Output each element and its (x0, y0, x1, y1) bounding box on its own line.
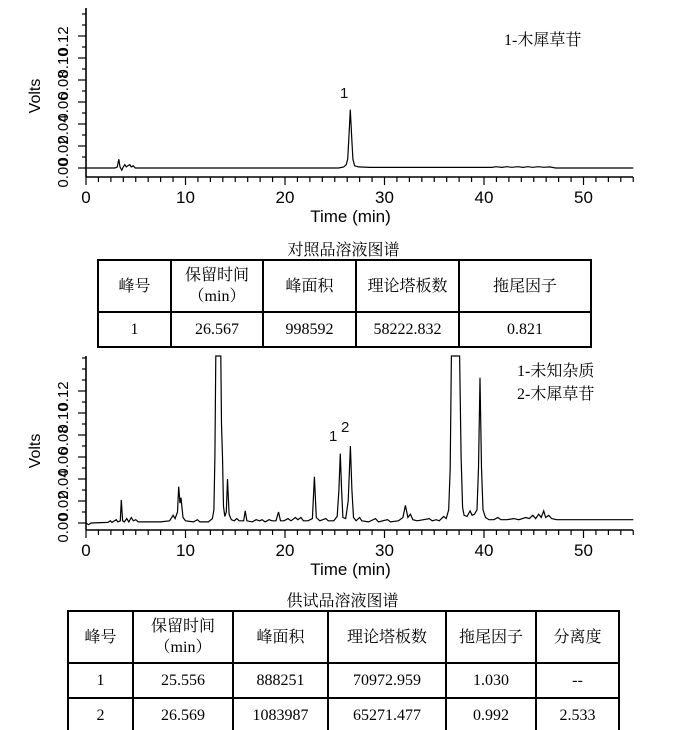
x-tick-label: 20 (275, 541, 295, 560)
column-header: 理论塔板数 (356, 260, 459, 312)
column-header: 峰面积 (233, 611, 328, 663)
sample-results-table (67, 610, 620, 730)
x-tick-label: 50 (574, 188, 593, 207)
column-header: 峰面积 (263, 260, 356, 312)
y-tick-label: 0.08 (55, 425, 72, 455)
x-tick-label: 30 (375, 188, 394, 207)
component-annotation: 1-木犀草苷 (504, 32, 582, 49)
reference-results-table (97, 259, 592, 348)
x-tick-label: 50 (574, 541, 593, 560)
x-tick-label: 0 (81, 188, 91, 207)
y-tick-label: 0.08 (55, 70, 72, 100)
peak-number-label: 1 (340, 85, 349, 102)
y-axis-title: Volts (27, 78, 44, 114)
x-tick-label: 30 (375, 541, 394, 560)
chromatogram-trace (86, 110, 633, 171)
results-table (67, 610, 620, 730)
table-cell: 25.556 (133, 663, 233, 698)
component-annotation-group (517, 360, 594, 406)
table-cell: 26.569 (133, 698, 233, 730)
table-cell: 1.030 (446, 663, 536, 698)
column-header: 保留时间 （min） (171, 260, 263, 312)
table-cell: -- (536, 663, 619, 698)
column-header: 拖尾因子 (459, 260, 591, 312)
reference-table-caption: 对照品溶液图谱 (287, 242, 400, 259)
y-tick-label: 0.02 (55, 491, 72, 521)
table-cell: 1 (98, 312, 171, 347)
x-tick-label: 10 (176, 188, 195, 207)
y-tick-label: 0.02 (55, 136, 72, 166)
table-cell: 58222.832 (356, 312, 459, 347)
column-header: 保留时间 （min） (133, 611, 233, 663)
table-cell: 998592 (263, 312, 356, 347)
table-cell: 26.567 (171, 312, 263, 347)
table-cell: 888251 (233, 663, 328, 698)
y-tick-label: 0.00 (55, 158, 72, 188)
column-header: 峰号 (68, 611, 133, 663)
component-annotation: 1-未知杂质 (517, 363, 595, 380)
column-header: 理论塔板数 (328, 611, 446, 663)
x-axis-title: Time (min) (310, 560, 391, 579)
table-row (98, 312, 591, 347)
table-header-row (98, 260, 591, 312)
y-tick-label: 0.04 (55, 469, 72, 499)
table-row (68, 663, 619, 698)
x-tick-label: 40 (474, 541, 494, 560)
x-axis-title: Time (min) (310, 207, 391, 226)
table-cell: 1 (68, 663, 133, 698)
reference-chromatogram-plot (0, 0, 695, 235)
table-row (68, 698, 619, 730)
column-header: 分离度 (536, 611, 619, 663)
table-cell: 2 (68, 698, 133, 730)
table-cell: 1083987 (233, 698, 328, 730)
column-header: 峰号 (98, 260, 171, 312)
table-cell: 0.821 (459, 312, 591, 347)
y-tick-label: 0.12 (55, 26, 72, 56)
sample-table-caption: 供试品溶液图谱 (286, 593, 399, 610)
y-tick-label: 0.10 (55, 48, 72, 78)
column-header: 拖尾因子 (446, 611, 536, 663)
x-tick-label: 10 (176, 541, 195, 560)
table-cell: 65271.477 (328, 698, 446, 730)
x-tick-label: 40 (474, 188, 494, 207)
table-cell: 70972.959 (328, 663, 446, 698)
table-cell: 0.992 (446, 698, 536, 730)
x-tick-label: 20 (275, 188, 295, 207)
y-axis-title: Volts (27, 433, 44, 469)
y-tick-label: 0.06 (55, 447, 72, 477)
x-tick-label: 0 (81, 541, 91, 560)
peak-number-label: 1 (329, 428, 338, 445)
chromatogram-svg (0, 0, 695, 235)
y-tick-label: 0.12 (55, 381, 72, 411)
component-annotation: 2-木犀草苷 (517, 386, 595, 403)
y-tick-label: 0.06 (55, 92, 72, 122)
y-tick-label: 0.04 (55, 114, 72, 144)
table-header-row (68, 611, 619, 663)
y-tick-label: 0.10 (55, 403, 72, 433)
peak-number-label: 2 (341, 419, 350, 436)
results-table (97, 259, 592, 348)
table-cell: 2.533 (536, 698, 619, 730)
y-tick-label: 0.00 (55, 513, 72, 543)
